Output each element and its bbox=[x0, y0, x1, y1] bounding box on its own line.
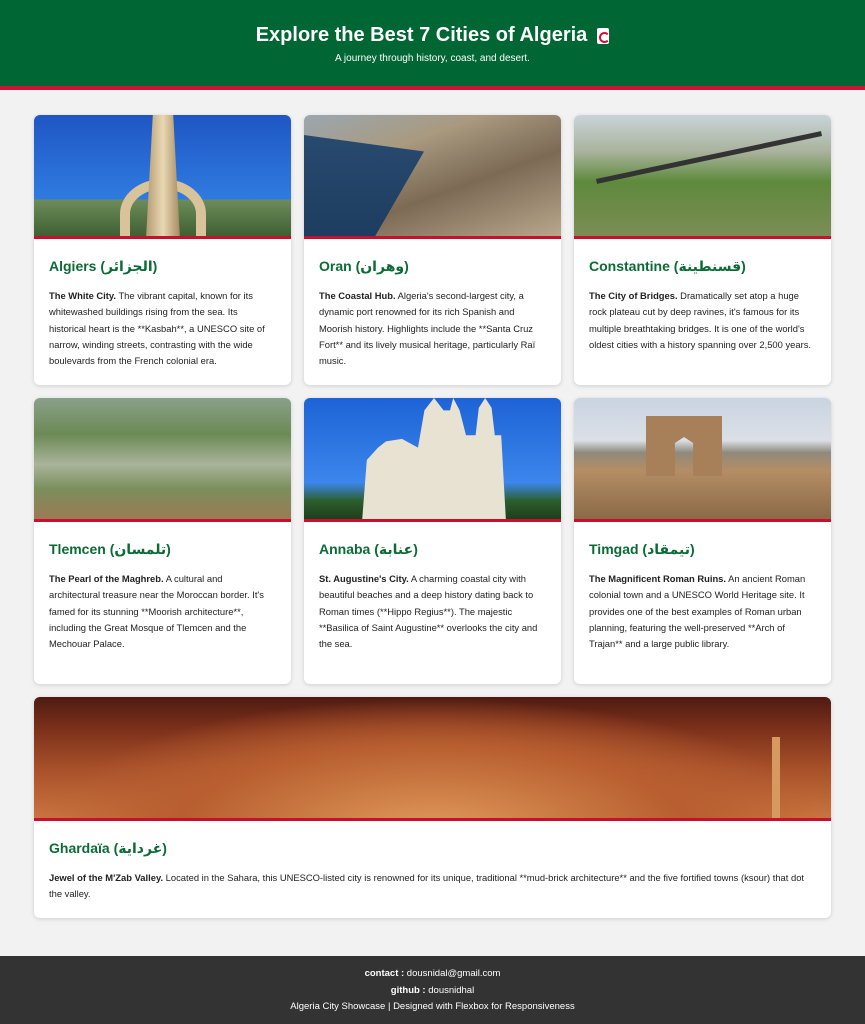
city-text: The vibrant capital, known for its whitewashed buildings rising from the sea. Its historical heart is the **Kasbah**, a UNESCO site of narrow, winding streets, contrasting with the wide boulevards from the French colonial era. bbox=[49, 290, 265, 367]
algeria-flag-icon bbox=[597, 28, 609, 44]
city-card-tlemcen bbox=[34, 398, 291, 684]
city-card-annaba bbox=[304, 398, 561, 684]
algiers-photo bbox=[34, 115, 291, 239]
city-name: Oran (وهران) bbox=[319, 258, 409, 274]
martyrs-memorial-tower bbox=[146, 115, 180, 239]
page-footer bbox=[0, 956, 865, 1024]
arch-of-trajan bbox=[646, 416, 722, 476]
page-title-wrap bbox=[256, 24, 610, 47]
city-description bbox=[49, 870, 816, 903]
city-name: Constantine (قسنطينة) bbox=[589, 258, 746, 274]
annaba-photo bbox=[304, 398, 561, 522]
city-description bbox=[589, 288, 816, 353]
page-title: Explore the Best 7 Cities of Algeria bbox=[255, 24, 588, 46]
contact-label: contact : bbox=[364, 968, 405, 979]
city-card-oran bbox=[304, 115, 561, 385]
page-header bbox=[0, 0, 865, 90]
oran-photo bbox=[304, 115, 561, 239]
timgad-photo bbox=[574, 398, 831, 522]
city-tagline: The Pearl of the Maghreb. bbox=[49, 573, 164, 584]
footer-credit: Algeria City Showcase | Designed with Flexbox for Responsiveness bbox=[290, 1001, 575, 1012]
city-text: Algeria's second-largest city, a dynamic port renowned for its rich Spanish and Moorish history. Highlights include the **Santa Cruz Fort** and its lively musical heritage, particularly Raï music. bbox=[319, 290, 536, 367]
basilica-of-saint-augustine bbox=[354, 398, 514, 522]
city-card-ghardaia bbox=[34, 697, 831, 918]
city-description bbox=[319, 571, 546, 652]
oran-harbor bbox=[304, 135, 424, 239]
github-label: github : bbox=[390, 984, 426, 996]
contact-email[interactable]: dousnidal@gmail.com bbox=[404, 968, 501, 979]
city-name: Tlemcen (تلمسان) bbox=[49, 541, 171, 557]
city-text: An ancient Roman colonial town and a UNESCO World Heritage site. It provides one of the best examples of Roman urban planning, featuring the well-preserved **Arch of Trajan** and a large public library. bbox=[589, 573, 806, 650]
city-name: Annaba (عنابة) bbox=[319, 541, 418, 557]
constantine-photo bbox=[574, 115, 831, 239]
footer-contact bbox=[0, 966, 865, 983]
city-text: A charming coastal city with beautiful beaches and a deep history dating back to Roman times (**Hippo Regius**). The majestic **Basilica of Saint Augustine** overlooks the city and the sea. bbox=[319, 573, 538, 650]
city-text: A cultural and architectural treasure near the Moroccan border. It's famed for its stunning **Moorish architecture**, including the Great Mosque of Tlemcen and the Mechouar Palace. bbox=[49, 573, 264, 650]
city-tagline: The Coastal Hub. bbox=[319, 290, 396, 301]
city-card-timgad bbox=[574, 398, 831, 684]
city-tagline: The City of Bridges. bbox=[589, 290, 678, 301]
ghardaia-photo bbox=[34, 697, 831, 821]
city-card-constantine bbox=[574, 115, 831, 385]
city-tagline: The White City. bbox=[49, 290, 117, 301]
ghardaia-minaret bbox=[772, 737, 780, 821]
city-grid bbox=[34, 115, 831, 918]
city-card-algiers bbox=[34, 115, 291, 385]
github-handle[interactable]: dousnidhal bbox=[425, 984, 475, 996]
city-description bbox=[49, 288, 276, 369]
city-tagline: Jewel of the M'Zab Valley. bbox=[49, 872, 164, 883]
city-tagline: St. Augustine's City. bbox=[319, 573, 409, 584]
page-subtitle: A journey through history, coast, and desert. bbox=[335, 53, 530, 64]
footer-github bbox=[0, 983, 865, 1000]
constantine-bridge bbox=[596, 131, 822, 184]
city-tagline: The Magnificent Roman Ruins. bbox=[589, 573, 726, 584]
city-text: Located in the Sahara, this UNESCO-listed city is renowned for its unique, traditional **mud-brick architecture** and the five fortified towns (ksour) that dot the valley. bbox=[49, 872, 805, 900]
city-name: Ghardaïa (غرداية) bbox=[49, 840, 167, 856]
city-description bbox=[319, 288, 546, 369]
city-text: Dramatically set atop a huge rock plateau cut by deep ravines, it's famous for its multiple breathtaking bridges. It is one of the world's oldest cities with a history spanning over 2,500 years. bbox=[589, 290, 811, 350]
city-name: Timgad (تيمقاد) bbox=[589, 541, 695, 557]
city-description bbox=[49, 571, 276, 652]
city-name: Algiers (الجزائر) bbox=[49, 258, 158, 274]
city-description bbox=[589, 571, 816, 652]
tlemcen-photo bbox=[34, 398, 291, 522]
